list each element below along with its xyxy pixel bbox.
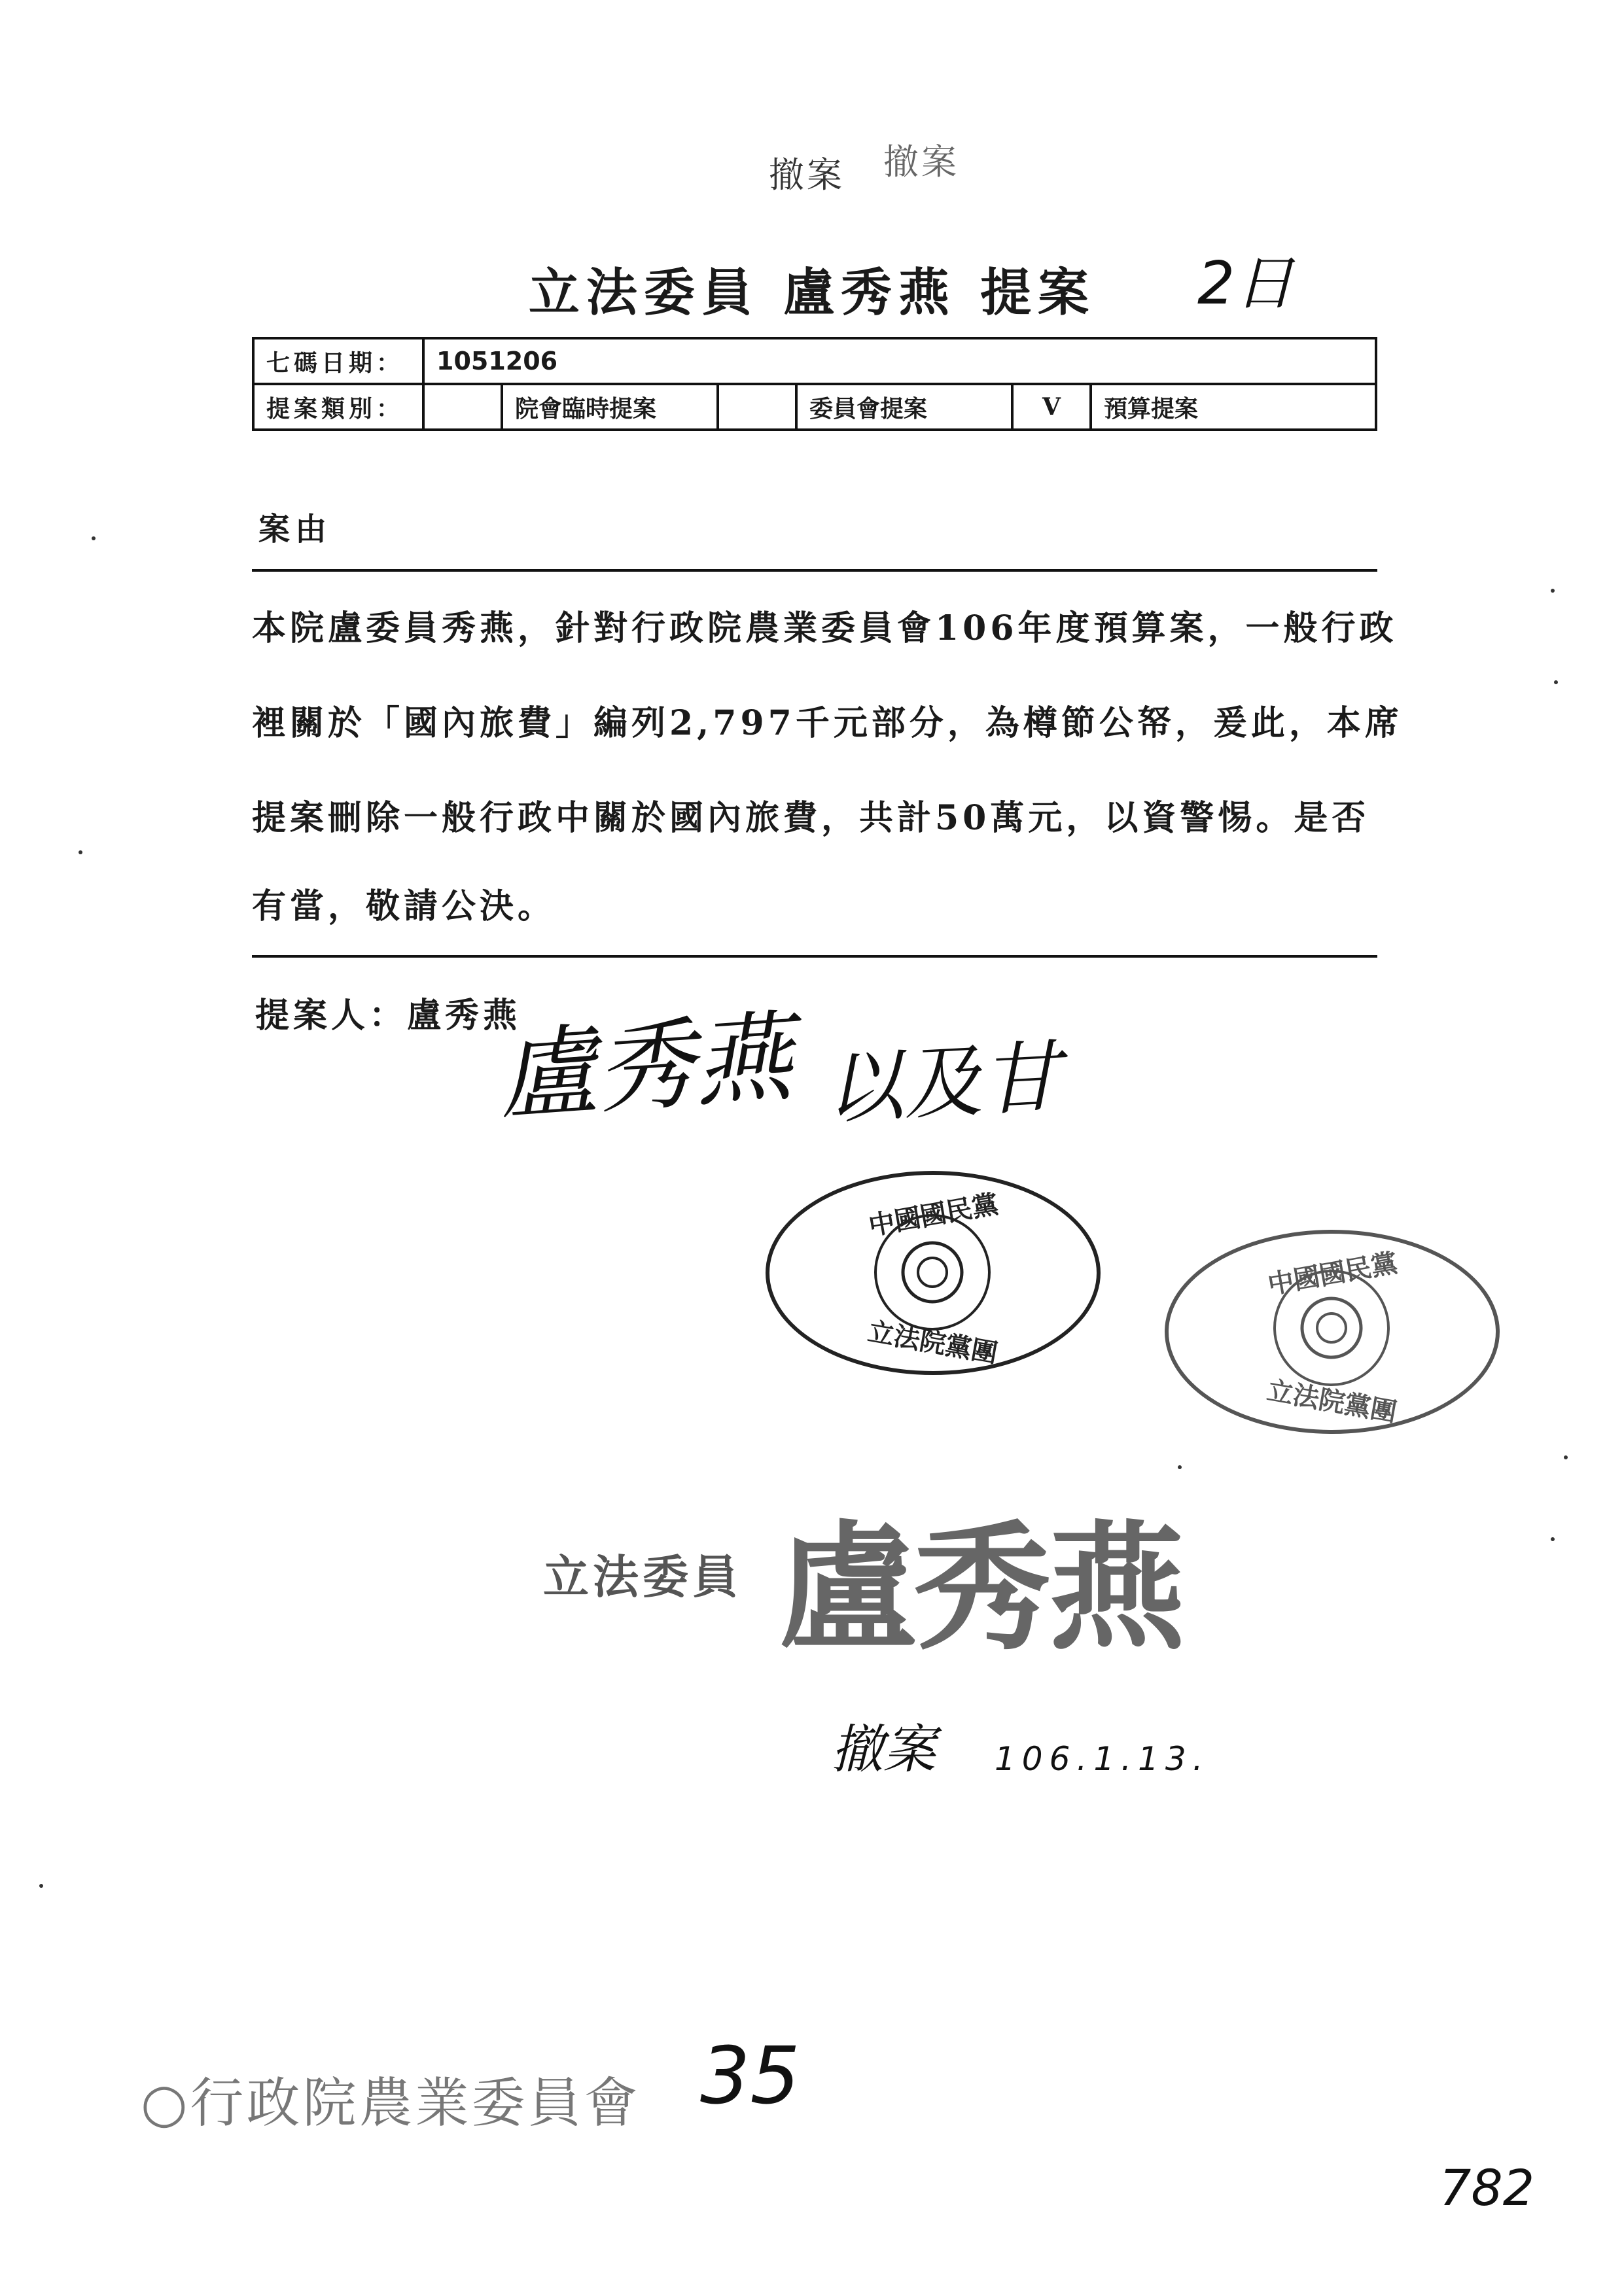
case-heading: 案由	[258, 511, 332, 548]
name-stamp-name: 盧秀燕	[779, 1507, 1184, 1669]
name-stamp-title: 立法委員	[543, 1550, 742, 1604]
category-label: 提案類別：	[253, 384, 423, 430]
withdraw-handwritten: 撤案	[831, 1719, 936, 1780]
category-3-check: V	[1012, 384, 1091, 430]
rule-top	[252, 569, 1377, 572]
footer-agency: ○行政院農業委員會	[141, 2072, 641, 2134]
seal-left-top-text: 中國國民黨	[866, 1188, 1001, 1242]
case-line-1: 本院盧委員秀燕，針對行政院農業委員會106年度預算案，一般行政	[252, 608, 1398, 648]
scan-speck	[92, 536, 96, 540]
category-3-label: 預算提案	[1091, 384, 1376, 430]
seal-left-bottom-text: 立法院黨團	[865, 1315, 1000, 1369]
scan-speck	[1551, 1537, 1555, 1541]
category-1-label: 院會臨時提案	[502, 384, 718, 430]
category-2-label: 委員會提案	[796, 384, 1012, 430]
handwritten-mark: 2日	[1197, 249, 1294, 318]
withdraw-date: 106.1.13.	[995, 1740, 1210, 1778]
case-line-3: 提案刪除一般行政中關於國內旅費，共計50萬元，以資警惕。是否	[252, 798, 1370, 838]
category-2-box	[718, 384, 796, 430]
scan-speck	[79, 850, 82, 854]
scan-speck	[1178, 1465, 1182, 1469]
withdraw-stamp-1: 撤案	[769, 154, 845, 196]
scan-speck	[1564, 1455, 1568, 1459]
category-1-box	[423, 384, 502, 430]
party-seal-right	[1165, 1230, 1500, 1434]
scan-speck	[39, 1884, 43, 1888]
document-title: 立法委員 盧秀燕 提案	[528, 263, 1096, 322]
scan-speck	[1554, 680, 1558, 684]
seal-right-bottom-text: 立法院黨團	[1264, 1374, 1400, 1428]
category-row	[253, 384, 1376, 430]
seal-right-top-text: 中國國民黨	[1265, 1247, 1400, 1300]
footer-number: 35	[700, 2031, 800, 2122]
page-number: 782	[1439, 2159, 1535, 2217]
withdraw-stamp-2: 撤案	[883, 141, 959, 183]
meta-table	[252, 337, 1377, 431]
rule-bottom	[252, 955, 1377, 958]
date-value: 1051206	[423, 338, 1376, 384]
party-seal-left	[766, 1171, 1101, 1375]
case-line-2: 裡關於「國內旅費」編列2,797千元部分，為樽節公帑，爰此，本席	[252, 703, 1403, 743]
date-label: 七碼日期：	[253, 338, 423, 384]
proposer-label: 提案人：盧秀燕	[255, 996, 521, 1035]
scan-speck	[1551, 589, 1555, 593]
date-row	[253, 338, 1376, 384]
signature-1: 盧秀燕	[494, 1000, 796, 1135]
case-line-4: 有當，敬請公決。	[252, 886, 556, 926]
signature-2: 以及甘	[822, 1032, 1063, 1136]
